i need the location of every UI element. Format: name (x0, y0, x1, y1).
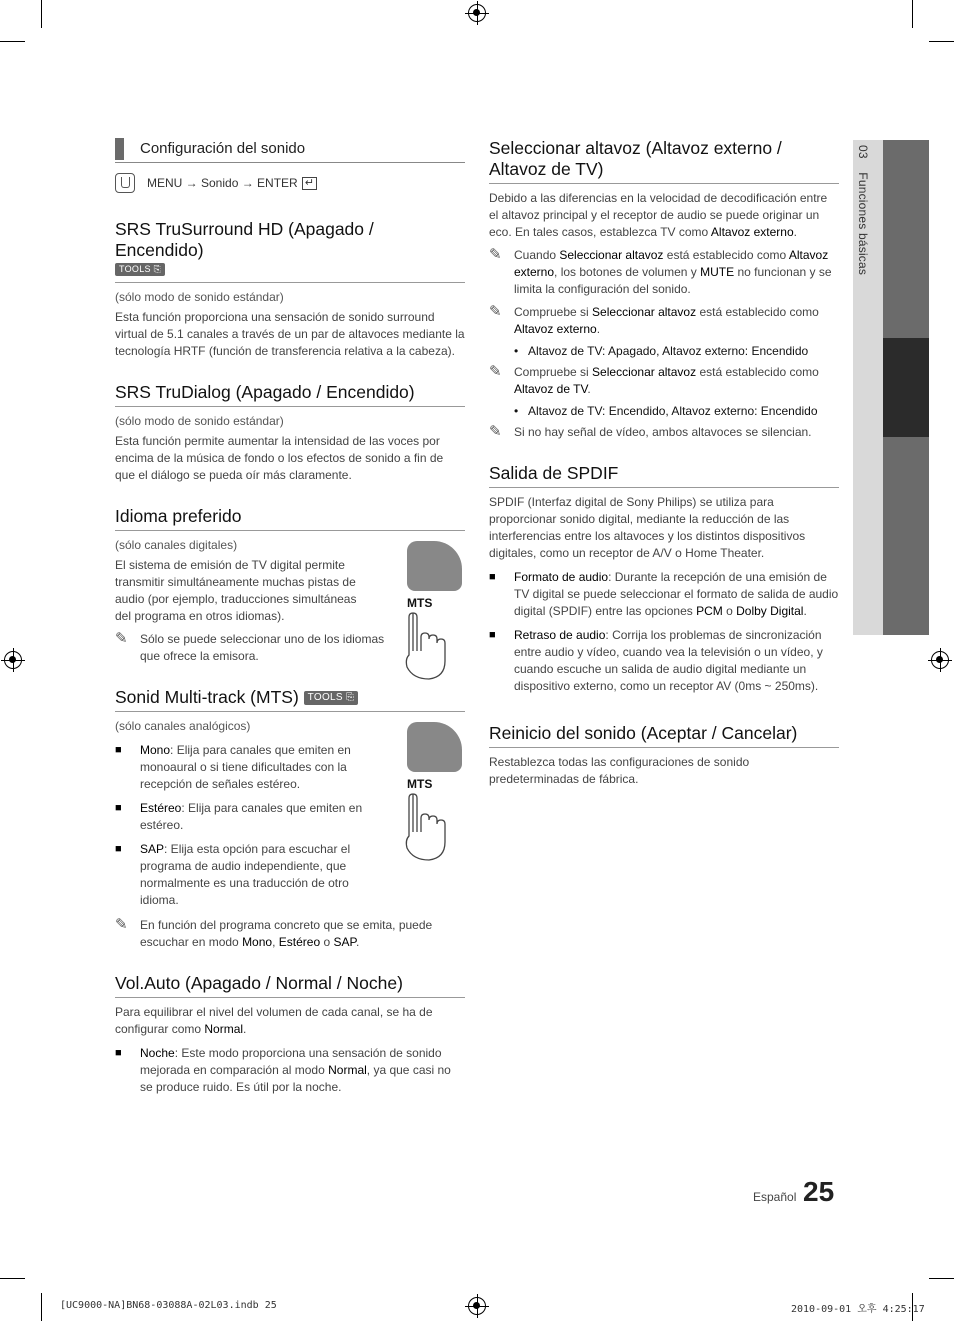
square-bullet-icon: ■ (115, 1047, 122, 1059)
menu-path-text: MENU → Sonido → ENTER (147, 176, 298, 190)
section-header (115, 138, 465, 163)
section-title: Configuración del sonido (140, 140, 306, 157)
list-item: ■ Estéreo: Elija para canales que emiten en estéreo. (115, 801, 363, 832)
reinicio-heading (489, 723, 839, 748)
pencil-icon: ✎ (115, 916, 128, 933)
pencil-icon: ✎ (489, 303, 502, 320)
list-item: • Altavoz de TV: Apagado, Altavoz externo: Encendido (514, 344, 809, 358)
crop-mark (0, 41, 25, 42)
idioma-heading (115, 506, 465, 531)
srs-surround-title: SRS TruSurround HD (Apagado / Encendido) (115, 219, 374, 260)
list-item: ■ Mono: Elija para canales que emiten en monoaural o si tiene dificultades con la recepción de señales estéreo. (115, 743, 351, 791)
registration-mark-icon (468, 4, 486, 22)
bullet-icon: • (514, 344, 519, 358)
srs-dialog-heading (115, 382, 465, 407)
crop-mark (929, 41, 954, 42)
tools-badge: TOOLS ⎘ (304, 691, 359, 705)
srs-surround-mode: (sólo modo de sonido estándar) (115, 290, 284, 304)
altavoz-title: Seleccionar altavoz (Altavoz externo / Altavoz de TV) (489, 138, 782, 179)
crop-mark (0, 1278, 25, 1279)
pencil-icon: ✎ (489, 246, 502, 263)
mts-mode: (sólo canales analógicos) (115, 719, 251, 733)
idioma-note (115, 631, 395, 665)
mts-label: MTS (407, 596, 433, 610)
mts-note-text: En función del programa concreto que se emita, puede escuchar en modo Mono, Estéreo o SAP. (140, 918, 433, 949)
mts-heading (115, 687, 465, 712)
list-item: ■ Noche: Este modo proporciona una sensación de sonido mejorada en comparación al modo Normal, ya que casi no se produce ruido. Es útil por la noche. (115, 1046, 451, 1094)
altavoz-note-4: ✎ Si no hay señal de vídeo, ambos altavoces se silencian. (489, 423, 812, 440)
altavoz-note-1: ✎ Cuando Seleccionar altavoz está establecido como Altavoz externo, los botones de volumen y MUTE no funcionan y se limita la configuración del sonido. (489, 246, 832, 296)
square-bullet-icon: ■ (115, 843, 122, 855)
reinicio-body: Restablezca todas las configuraciones de sonido predeterminadas de fábrica. (489, 755, 750, 786)
crop-mark (41, 0, 42, 28)
idioma-mode: (sólo canales digitales) (115, 538, 238, 552)
chapter-number: 03 (856, 145, 870, 159)
section-marker (115, 138, 124, 160)
list-item: ■ Retraso de audio: Corrija los problemas de sincronización entre audio y vídeo, cuando vea la televisión o un vídeo, y cuando escuche un salida de audio digital mediante un dispositivo externo, como un receptor AV (0ms ~ 250ms). (489, 628, 823, 693)
volauto-body: Para equilibrar el nivel del volumen de cada canal, se ha de configurar como Normal. (115, 1005, 433, 1036)
list-item: ■ SAP: Elija esta opción para escuchar el programa de audio independiente, que normalmente es una traducción de otro idioma. (115, 842, 351, 907)
crop-mark (41, 1293, 42, 1321)
list-item: • Altavoz de TV: Encendido, Altavoz externo: Encendido (514, 404, 818, 418)
idioma-title: Idioma preferido (115, 506, 242, 526)
hand-pointing-icon (401, 611, 451, 681)
mts-remote-illustration (401, 541, 471, 671)
left-column (115, 138, 465, 1096)
remote-hand-icon (115, 173, 135, 193)
crop-mark (912, 0, 913, 28)
srs-surround-heading (115, 219, 465, 283)
srs-dialog-body: Esta función permite aumentar la intensidad de las voces por encima de la música de fondo o los efectos de sonido a fin de que el diálogo se pueda oír más claramente. (115, 434, 444, 482)
bullet-icon: • (514, 404, 519, 418)
person-speaking-icon (407, 722, 462, 772)
registration-mark-icon (4, 651, 22, 669)
mts-block (115, 718, 465, 951)
altavoz-note-2: ✎ Compruebe si Seleccionar altavoz está establecido como Altavoz externo. (489, 303, 819, 336)
altavoz-note-3: ✎ Compruebe si Seleccionar altavoz está establecido como Altavoz de TV. (489, 363, 819, 396)
volauto-title: Vol.Auto (Apagado / Normal / Noche) (115, 973, 403, 993)
srs-dialog-mode: (sólo modo de sonido estándar) (115, 414, 284, 428)
square-bullet-icon: ■ (115, 744, 122, 756)
square-bullet-icon: ■ (489, 571, 496, 583)
chapter-label (856, 145, 870, 275)
pencil-icon: ✎ (489, 363, 502, 380)
person-speaking-icon (407, 541, 462, 591)
registration-mark-icon (931, 651, 949, 669)
mts-title: Sonid Multi-track (MTS) TOOLS ⎘ (115, 687, 465, 708)
chapter-block-upper (883, 140, 929, 338)
hand-pointing-icon (401, 792, 451, 862)
altavoz-heading (489, 138, 839, 184)
volauto-heading (115, 973, 465, 998)
spdif-body: SPDIF (Interfaz digital de Sony Philips) se utiliza para proporcionar sonido digital, mediante la reducción de las interferencias entre los altavoces y los distintos dispositivos digitales, como un receptor de A/V o Home Theater. (489, 495, 806, 560)
mts-label: MTS (407, 777, 433, 791)
pencil-icon: ✎ (489, 423, 502, 440)
chapter-block-active (883, 338, 929, 437)
srs-dialog-title: SRS TruDialog (Apagado / Encendido) (115, 382, 415, 402)
pencil-icon: ✎ (115, 630, 128, 647)
chapter-title: Funciones básicas (856, 172, 870, 276)
mts-note (115, 917, 465, 951)
page-number: 25 (803, 1176, 835, 1207)
idioma-note-text: Sólo se puede seleccionar uno de los idiomas que ofrece la emisora. (140, 632, 385, 663)
tools-badge: TOOLS ⎘ (115, 263, 165, 276)
enter-icon: ↵ (302, 177, 317, 190)
square-bullet-icon: ■ (115, 802, 122, 814)
menu-path (115, 173, 465, 193)
mts-remote-illustration (401, 722, 471, 852)
spdif-heading (489, 463, 839, 488)
registration-mark-icon (468, 1297, 486, 1315)
list-item: ■ Formato de audio: Durante la recepción de una emisión de TV digital se puede seleccionar el formato de salida de audio digital (SPDIF) entre las opciones PCM o Dolby Digital. (489, 570, 839, 618)
square-bullet-icon: ■ (489, 629, 496, 641)
footer-file-info: [UC9000-NA]BN68-03088A-02L03.indb 25 (60, 1300, 277, 1311)
footer-date: 2010-09-01 오후 4:25:17 (791, 1304, 925, 1315)
crop-mark (929, 1278, 954, 1279)
altavoz-body: Debido a las diferencias en la velocidad de decodificación entre el altavoz principal y el receptor de audio se puede originar un eco. En tales casos, establezca TV como Altavoz externo. (489, 191, 828, 239)
reinicio-title: Reinicio del sonido (Aceptar / Cancelar) (489, 723, 798, 743)
idioma-block (115, 537, 465, 665)
srs-surround-body: Esta función proporciona una sensación de sonido surround virtual de 5.1 canales a través de un par de altavoces mediante la tecnología HRTF (función de transferencia relativa a la cabeza). (115, 310, 465, 358)
footer-language: Español (753, 1190, 797, 1204)
right-column (489, 138, 839, 788)
idioma-body: El sistema de emisión de TV digital permite transmitir simultáneamente muchas pistas de audio (por ejemplo, traducciones simultáneas del programa en otros idiomas). (115, 558, 357, 623)
spdif-title: Salida de SPDIF (489, 463, 619, 483)
chapter-block-lower (883, 437, 929, 635)
